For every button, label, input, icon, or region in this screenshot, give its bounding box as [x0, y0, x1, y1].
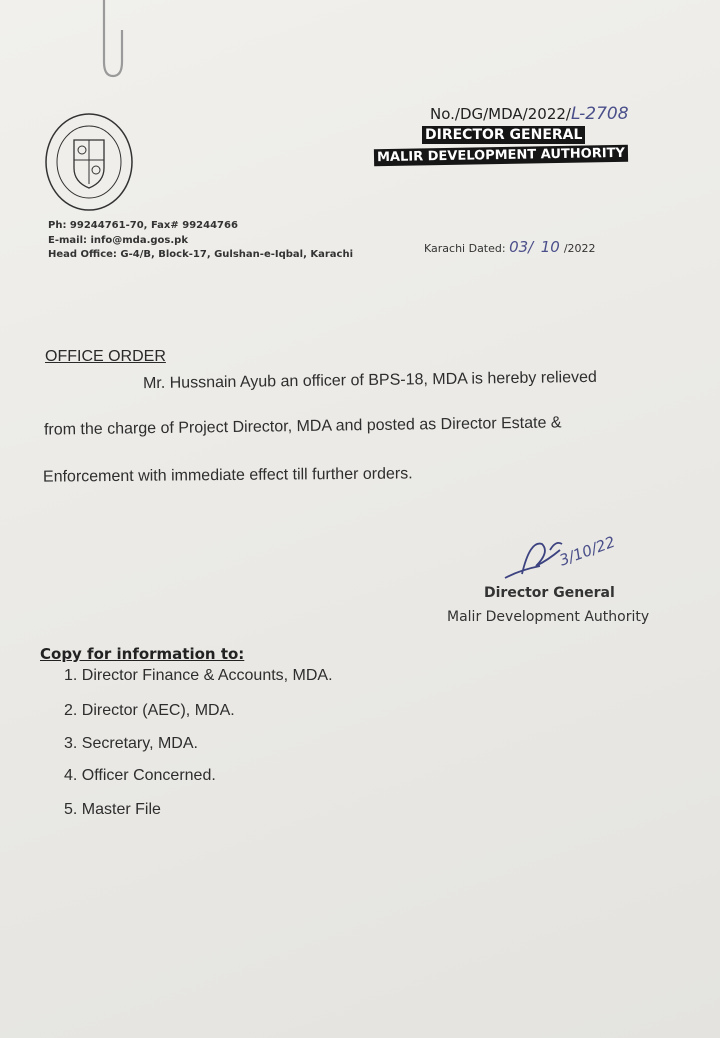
- header-director-general: DIRECTOR GENERAL: [422, 126, 585, 144]
- copy-heading: Copy for information to:: [40, 645, 245, 663]
- order-line-3: Enforcement with immediate effect till further orders.: [42, 465, 413, 486]
- signatory-organization: Malir Development Authority: [447, 609, 650, 625]
- date-label: Karachi Dated:: [424, 242, 506, 255]
- order-line-2: from the charge of Project Director, MDA and posted as Director Estate &: [43, 414, 562, 439]
- reference-handwritten: L-2708: [570, 104, 629, 124]
- email: E-mail: info@mda.gos.pk: [48, 235, 188, 246]
- order-line-1: Mr. Hussnain Ayub an officer of BPS-18, MDA is hereby relieved: [142, 368, 597, 393]
- reference-printed: No./DG/MDA/2022/: [430, 105, 571, 123]
- copy-item: 5. Master File: [64, 801, 161, 818]
- office-order-title: OFFICE ORDER: [45, 348, 166, 365]
- reference-number: [430, 104, 629, 124]
- date-year: /2022: [563, 242, 596, 255]
- head-office-address: Head Office: G-4/B, Block-17, Gulshan-e-Iqbal, Karachi: [48, 249, 354, 260]
- copy-item: 1. Director Finance & Accounts, MDA.: [64, 667, 333, 684]
- date-day: 03/: [509, 238, 534, 256]
- copy-item: 4. Officer Concerned.: [64, 767, 216, 784]
- dated-line: [424, 238, 596, 256]
- date-month: 10: [540, 238, 560, 256]
- phone-fax: Ph: 99244761-70, Fax# 99244766: [48, 220, 238, 231]
- paper-clip-icon: [96, 0, 126, 82]
- copy-item: 3. Secretary, MDA.: [64, 735, 198, 752]
- copy-item: 2. Director (AEC), MDA.: [64, 702, 235, 719]
- signatory-designation: Director General: [484, 585, 615, 601]
- signature-date: 3/10/22: [556, 532, 618, 570]
- header-organization: MALIR DEVELOPMENT AUTHORITY: [374, 145, 628, 166]
- mda-seal-logo: [44, 112, 134, 212]
